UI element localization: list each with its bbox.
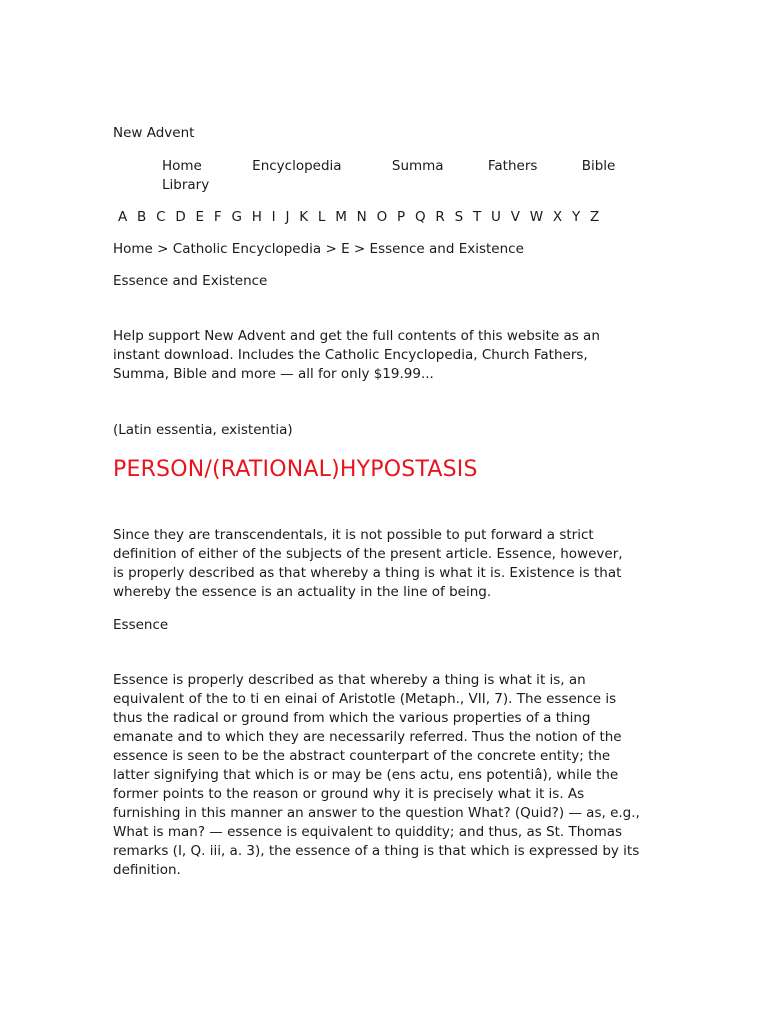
support-promo-text[interactable]: Help support New Advent and get the full contents of this website as an instant download. Includes the Catholic Encyclopedia, Church Fathers, Summa, Bible and more — all for only $19.99...	[113, 328, 600, 382]
nav-fathers-link[interactable]: Fathers	[487, 158, 538, 174]
alpha-link-u[interactable]: U	[491, 209, 501, 225]
page-content	[113, 124, 658, 880]
alpha-link-h[interactable]: H	[251, 209, 262, 225]
breadcrumb-separator: >	[152, 241, 173, 257]
nav-library-link[interactable]: Library	[162, 176, 210, 193]
alpha-link-q[interactable]: Q	[414, 209, 426, 225]
alpha-link-e[interactable]: E	[195, 209, 205, 225]
site-name: New Advent	[113, 125, 195, 141]
alpha-link-g[interactable]: G	[231, 209, 242, 225]
nav-home-link[interactable]: Home	[162, 158, 202, 174]
alpha-link-v[interactable]: V	[510, 209, 520, 225]
intro-paragraph: Since they are transcendentals, it is not possible to put forward a strict definition of either of the subjects of the present article. Essence, however, is properly described as that whereby a thing is what it is. Existence is that whereby the essence is an actuality in the line of being.	[113, 527, 623, 601]
alpha-link-b[interactable]: B	[137, 209, 147, 225]
alpha-link-i[interactable]: I	[271, 209, 276, 225]
alpha-link-z[interactable]: Z	[589, 209, 600, 225]
main-nav	[162, 157, 658, 194]
alpha-link-d[interactable]: D	[175, 209, 186, 225]
alpha-link-k[interactable]: K	[299, 209, 309, 225]
alpha-link-s[interactable]: S	[454, 209, 464, 225]
alpha-link-t[interactable]: T	[472, 209, 482, 225]
alpha-link-a[interactable]: A	[118, 209, 128, 225]
alphabet-index	[118, 208, 658, 226]
alpha-link-c[interactable]: C	[156, 209, 166, 225]
nav-encyclopedia-link[interactable]: Encyclopedia	[252, 158, 342, 174]
article-title: Essence and Existence	[113, 273, 268, 289]
alpha-link-n[interactable]: N	[356, 209, 367, 225]
breadcrumb-home-link[interactable]: Home	[113, 241, 153, 257]
breadcrumb-current: Essence and Existence	[369, 241, 524, 257]
alpha-link-f[interactable]: F	[213, 209, 222, 225]
breadcrumb-separator: >	[321, 241, 342, 257]
breadcrumb	[113, 240, 658, 258]
alpha-link-w[interactable]: W	[529, 209, 544, 225]
alpha-link-p[interactable]: P	[397, 209, 406, 225]
breadcrumb-letter-link[interactable]: E	[341, 241, 350, 257]
section-heading-essence: Essence	[113, 617, 169, 634]
alpha-link-j[interactable]: J	[285, 209, 290, 225]
alpha-link-x[interactable]: X	[552, 209, 563, 225]
alpha-link-y[interactable]: Y	[571, 209, 581, 225]
breadcrumb-encyclopedia-link[interactable]: Catholic Encyclopedia	[172, 241, 322, 257]
alpha-link-o[interactable]: O	[376, 209, 388, 225]
nav-summa-link[interactable]: Summa	[391, 158, 444, 174]
alpha-link-m[interactable]: M	[335, 209, 347, 225]
red-heading: PERSON/(RATIONAL)HYPOSTASIS	[113, 457, 478, 483]
essence-paragraph: Essence is properly described as that whereby a thing is what it is, an equivalent of the to ti en einai of Aristotle (Metaph., VII, 7). The essence is thus the radical or ground from which the various properties of a thing emanate and to which they are necessarily referred. Thus the notion of the essence is seen to be the abstract counterpart of the concrete entity; the latter signifying that which is or may be (ens actu, ens potentiâ), while the former points to the reason or ground why it is precisely what it is. As furnishing in this manner an answer to the question What? (Quid?) — as, e.g., What is man? — essence is equivalent to quiddity; and thus, as St. Thomas remarks (I, Q. iii, a. 3), the essence of a thing is that which is expressed by its definition.	[113, 672, 640, 879]
alpha-link-r[interactable]: R	[435, 209, 445, 225]
latin-terms: (Latin essentia, existentia)	[113, 422, 293, 439]
nav-bible-link[interactable]: Bible	[581, 158, 616, 174]
alpha-link-l[interactable]: L	[317, 209, 326, 225]
breadcrumb-separator: >	[349, 241, 370, 257]
